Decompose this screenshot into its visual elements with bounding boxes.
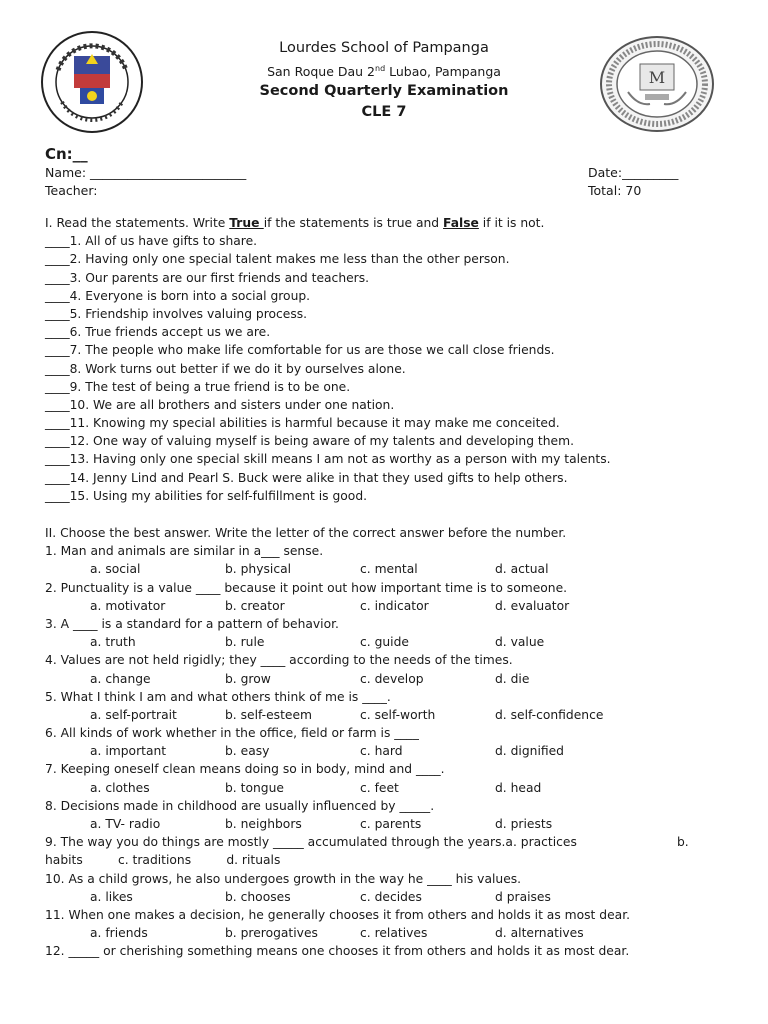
question-1-options bbox=[45, 560, 725, 578]
question-3: 3. A ____ is a standard for a pattern of behavior. bbox=[45, 616, 339, 631]
option-a: a. TV- radio bbox=[90, 817, 161, 831]
option-c: c. mental bbox=[360, 562, 418, 577]
option-b: b. easy bbox=[225, 744, 270, 759]
question-5: 5. What I think I am and what others think of me is ____. bbox=[45, 689, 391, 704]
option-b: b. grow bbox=[225, 671, 271, 686]
question-10: 10. As a child grows, he also undergoes growth in the way he ____ his values. bbox=[45, 871, 522, 886]
tf-item: ____14. Jenny Lind and Pearl S. Buck were alike in that they used gifts to help others. bbox=[45, 470, 568, 485]
part1-instructions: I. Read the statements. Write True if the statements is true and False if it is not. bbox=[45, 216, 545, 230]
option-c: c. relatives bbox=[360, 926, 428, 941]
name-field: Name: _________________________ bbox=[45, 165, 247, 180]
option-c: c. parents bbox=[360, 817, 422, 831]
option-a: a. clothes bbox=[90, 780, 150, 795]
question-1: 1. Man and animals are similar in a___ sense. bbox=[45, 544, 324, 559]
cn-field: Cn:__ bbox=[45, 145, 88, 163]
option-d: d. actual bbox=[495, 562, 549, 577]
option-c: c. indicator bbox=[360, 598, 429, 613]
question-9-continued: habits c. traditions d. rituals bbox=[45, 853, 281, 868]
question-4-options bbox=[45, 670, 725, 688]
option-d: d. evaluator bbox=[495, 598, 570, 613]
question-7-options bbox=[45, 779, 725, 797]
option-a: a. change bbox=[90, 671, 151, 686]
option-b: b. physical bbox=[225, 562, 292, 577]
school-seal-logo bbox=[598, 34, 716, 134]
tf-item: ____11. Knowing my special abilities is harmful because it may make me conceited. bbox=[45, 416, 560, 431]
svg-text:M: M bbox=[648, 68, 666, 87]
option-c: c. hard bbox=[360, 744, 403, 759]
question-8: 8. Decisions made in childhood are usually influenced by _____. bbox=[45, 798, 435, 813]
option-d: d. priests bbox=[495, 817, 553, 831]
question-11-options bbox=[45, 924, 725, 942]
question-2-options bbox=[45, 597, 725, 615]
tf-item: ____8. Work turns out better if we do it by ourselves alone. bbox=[45, 361, 406, 376]
option-d: d. self-confidence bbox=[495, 707, 604, 722]
exam-subject: CLE 7 bbox=[361, 104, 407, 121]
option-b: b. rule bbox=[225, 635, 265, 650]
question-11: 11. When one makes a decision, he generally chooses it from others and holds it as most dear. bbox=[45, 907, 631, 922]
option-b: b. neighbors bbox=[225, 817, 302, 831]
question-3-options bbox=[45, 633, 725, 651]
question-10-options bbox=[45, 888, 725, 906]
exam-header bbox=[200, 38, 568, 123]
option-a: a. important bbox=[90, 744, 167, 759]
deped-seal-logo bbox=[40, 30, 144, 134]
date-field: Date:_________ bbox=[588, 165, 679, 180]
question-9: 9. The way you do things are mostly _____ accumulated through the years.a. practices b. bbox=[45, 835, 689, 850]
option-c: c. develop bbox=[360, 671, 424, 686]
option-c: c. decides bbox=[360, 889, 422, 904]
question-2: 2. Punctuality is a value ____ because it point out how important time is to someone. bbox=[45, 580, 568, 595]
tf-item: ____15. Using my abilities for self-fulfillment is good. bbox=[45, 488, 368, 503]
option-a: a. friends bbox=[90, 926, 148, 941]
option-b: b. tongue bbox=[225, 780, 284, 795]
question-6-options bbox=[45, 742, 725, 760]
option-a: a. self-portrait bbox=[90, 707, 177, 722]
tf-item: ____10. We are all brothers and sisters under one nation. bbox=[45, 397, 395, 412]
option-c: c. feet bbox=[360, 780, 399, 795]
question-7: 7. Keeping oneself clean means doing so in body, mind and ____. bbox=[45, 762, 445, 777]
option-d: d praises bbox=[495, 889, 551, 904]
option-d: d. value bbox=[495, 635, 545, 650]
tf-item: ____2. Having only one special talent makes me less than the other person. bbox=[45, 252, 510, 267]
school-address: San Roque Dau 2nd Lubao, Pampanga bbox=[267, 64, 501, 80]
part1-section bbox=[45, 214, 725, 505]
tf-item: ____7. The people who make life comfortable for us are those we call close friends. bbox=[45, 343, 555, 358]
tf-item: ____1. All of us have gifts to share. bbox=[45, 234, 258, 249]
exam-title: Second Quarterly Examination bbox=[259, 83, 509, 100]
tf-item: ____3. Our parents are our first friends and teachers. bbox=[45, 270, 370, 285]
tf-item: ____13. Having only one special skill means I am not as worthy as a person with my talents. bbox=[45, 452, 611, 467]
question-6: 6. All kinds of work whether in the office, field or farm is ____ bbox=[45, 726, 419, 741]
total-score: Total: 70 bbox=[588, 183, 642, 198]
option-d: d. alternatives bbox=[495, 926, 584, 941]
question-8-options bbox=[45, 815, 725, 833]
option-c: c. self-worth bbox=[360, 707, 436, 722]
tf-item: ____5. Friendship involves valuing process. bbox=[45, 306, 308, 321]
option-d: d. dignified bbox=[495, 744, 564, 759]
question-5-options bbox=[45, 706, 725, 724]
option-a: a. likes bbox=[90, 889, 133, 904]
option-c: c. guide bbox=[360, 635, 409, 650]
question-4: 4. Values are not held rigidly; they ____ according to the needs of the times. bbox=[45, 653, 513, 668]
question-12: 12. _____ or cherishing something means one chooses it from others and holds it as most dear. bbox=[45, 944, 630, 959]
option-d: d. die bbox=[495, 671, 530, 686]
option-d: d. head bbox=[495, 780, 542, 795]
option-a: a. truth bbox=[90, 635, 136, 650]
tf-item: ____4. Everyone is born into a social group. bbox=[45, 288, 311, 303]
tf-item: ____6. True friends accept us we are. bbox=[45, 325, 271, 340]
part2-instructions: II. Choose the best answer. Write the letter of the correct answer before the number. bbox=[45, 526, 567, 540]
option-a: a. social bbox=[90, 562, 141, 577]
option-b: b. self-esteem bbox=[225, 707, 313, 722]
option-b: b. creator bbox=[225, 598, 285, 613]
part2-section bbox=[45, 524, 725, 961]
option-b: b. prerogatives bbox=[225, 926, 318, 941]
option-b: b. chooses bbox=[225, 889, 291, 904]
tf-item: ____9. The test of being a true friend is to be one. bbox=[45, 379, 351, 394]
teacher-field: Teacher: bbox=[45, 183, 98, 198]
option-a: a. motivator bbox=[90, 598, 166, 613]
school-name: Lourdes School of Pampanga bbox=[279, 40, 489, 56]
tf-item: ____12. One way of valuing myself is being aware of my talents and developing them. bbox=[45, 434, 574, 449]
